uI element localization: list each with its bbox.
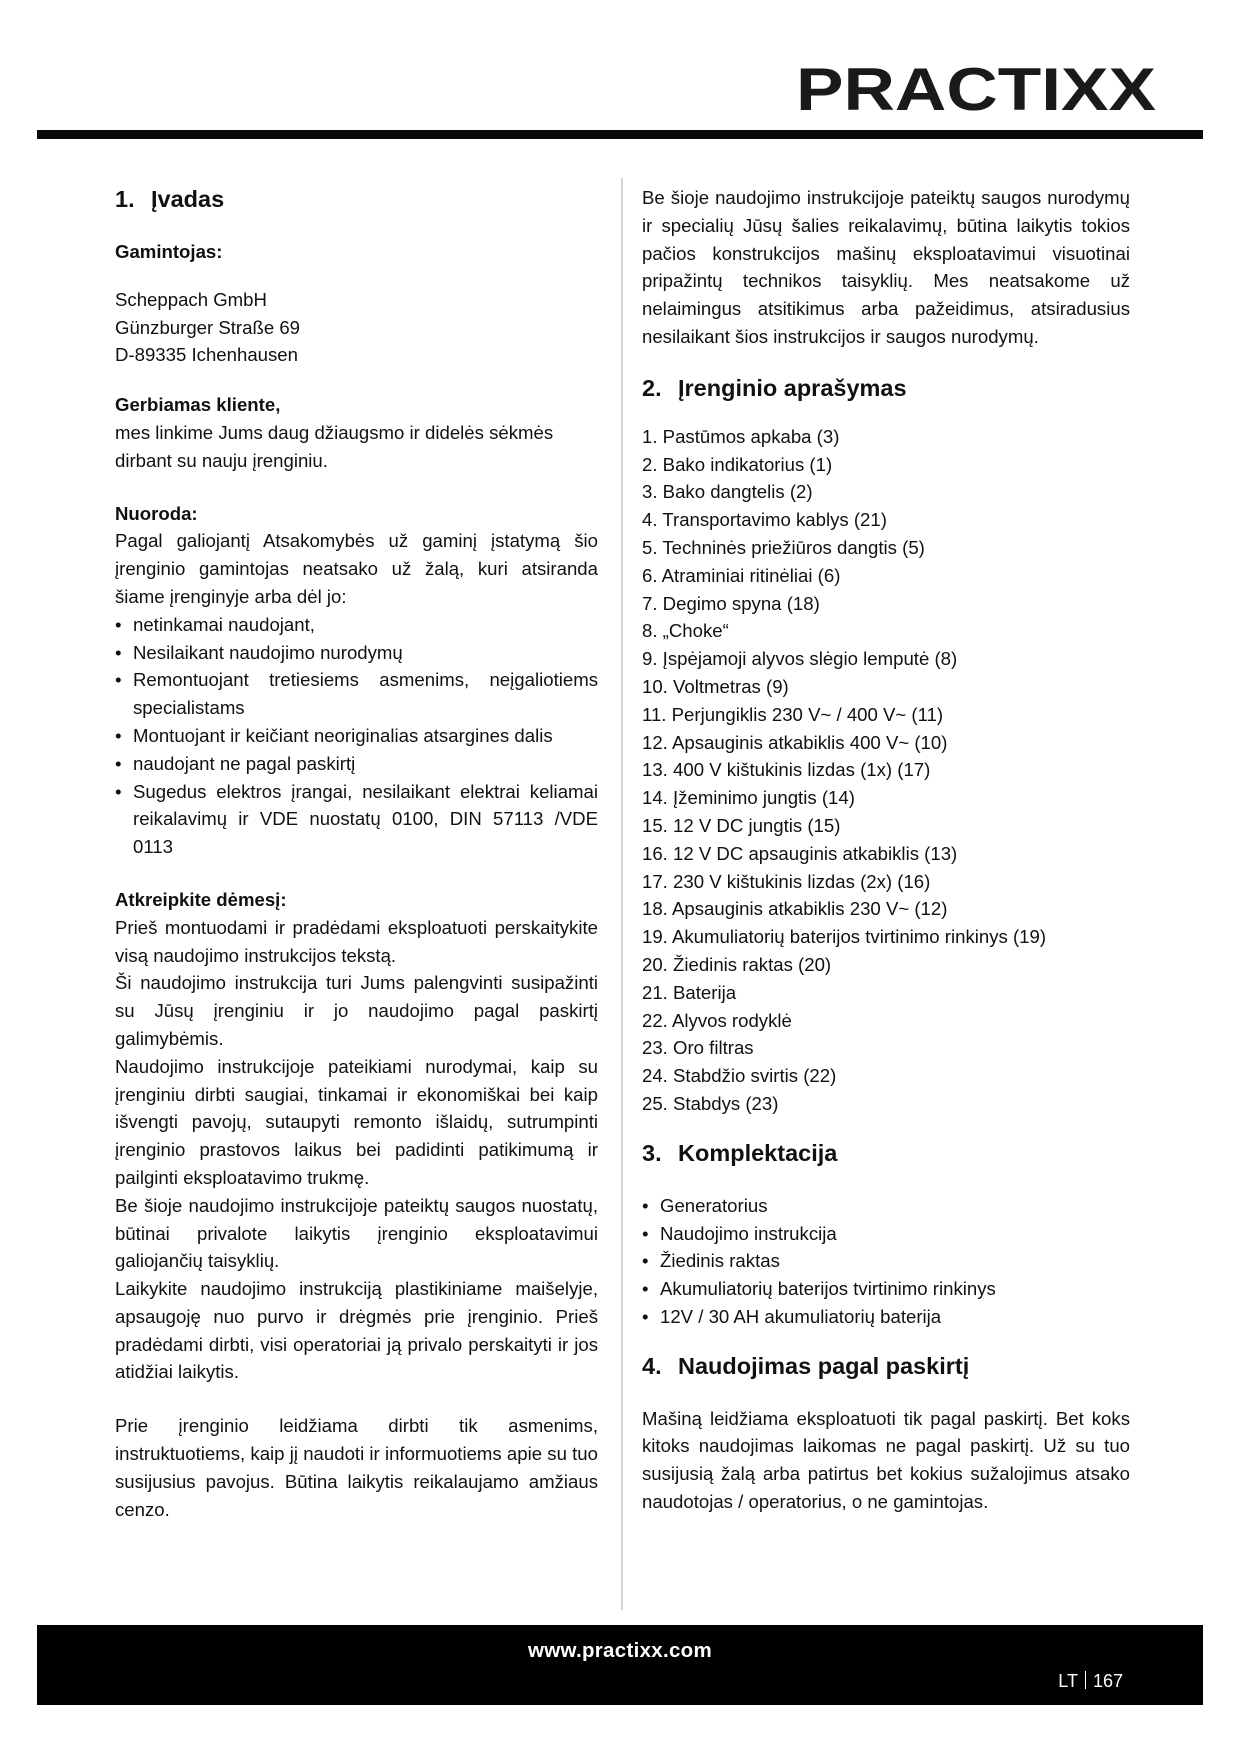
list-item: 2. Bako indikatorius (1) xyxy=(642,453,833,475)
list-item: 25. Stabdys (23) xyxy=(642,1092,779,1114)
greeting-label: Gerbiamas kliente, xyxy=(115,394,281,416)
list-item: • Žiedinis raktas xyxy=(642,1247,1130,1275)
header-rule xyxy=(37,130,1203,139)
safety-intro-paragraph: Be šioje naudojimo instrukcijoje pateiktų saugos nurodymų ir specialių Jūsų šalies reikalavimų, būtina laikytis tokios pačios konstrukcijos mašinų eksploatavimui visuotinai pripažintų technikos taisyklių. Mes neatsakome už nelaimingus atsitikimus arba pažeidimus, atsiradusius nesilaikant šios instrukcijos ir saugos nurodymų. xyxy=(642,187,1130,347)
list-item: 10. Voltmetras (9) xyxy=(642,675,789,697)
page-number xyxy=(1058,1671,1123,1692)
list-item: 11. Perjungiklis 230 V~ / 400 V~ (11) xyxy=(642,703,944,725)
list-item: 20. Žiedinis raktas (20) xyxy=(642,953,832,975)
manufacturer-label: Gamintojas: xyxy=(115,241,223,262)
list-item: 1. Pastūmos apkaba (3) xyxy=(642,425,840,447)
attention-paragraph: Be šioje naudojimo instrukcijoje pateiktų saugos nuostatų, būtinai privalote laikytis įrenginio eksploatavimui galiojančių taisyklių. xyxy=(115,1194,598,1272)
separator xyxy=(1085,1671,1086,1689)
list-item: • Generatorius xyxy=(642,1192,1130,1220)
right-column xyxy=(642,160,1130,1516)
note-label: Nuoroda: xyxy=(115,502,198,524)
list-item: 5. Techninės priežiūros dangtis (5) xyxy=(642,536,925,558)
list-item: 19. Akumuliatorių baterijos tvirtinimo rinkinys (19) xyxy=(642,926,1047,948)
list-item: • Remontuojant tretiesiems asmenims, neįgaliotiems specialistams xyxy=(115,666,598,722)
attention-label: Atkreipkite dėmesį: xyxy=(115,888,287,910)
list-item: 16. 12 V DC apsauginis atkabiklis (13) xyxy=(642,842,958,864)
attention-paragraph: Ši naudojimo instrukcija turi Jums palengvinti susipažinti su Jūsų įrenginiu ir jo naudojimo pagal paskirtį galimybėmis. xyxy=(115,972,598,1049)
list-item: 8. „Choke“ xyxy=(642,620,729,642)
operators-paragraph: Prie įrenginio leidžiama dirbti tik asmenims, instruktuotiems, kaip jį naudoti ir informuotiems apie su tuo susijusius pavojus. Būtina laikytis reikalaujamo amžiaus cenzo. xyxy=(115,1415,598,1520)
list-item: 3. Bako dangtelis (2) xyxy=(642,481,813,503)
footer-bar xyxy=(37,1625,1203,1705)
attention-paragraph: Prieš montuodami ir pradėdami eksploatuoti perskaitykite visą naudojimo instrukcijos tekstą. xyxy=(115,916,598,966)
list-item: 13. 400 V kištukinis lizdas (1x) (17) xyxy=(642,759,931,781)
section-4-heading: 4. Naudojimas pagal paskirtį xyxy=(642,1352,970,1379)
list-item: 24. Stabdžio svirtis (22) xyxy=(642,1065,837,1087)
note-text: Pagal galiojantį Atsakomybės už gaminį įstatymą šio įrenginio gamintojas neatsako už žalą, kuri atsiranda šiame įrenginyje arba dėl jo: xyxy=(115,530,598,607)
list-item: 15. 12 V DC jungtis (15) xyxy=(642,814,841,836)
attention-paragraph: Naudojimo instrukcijoje pateikiami nurodymai, kaip su įrenginiu dirbti saugiai, tinkamai ir ekonomiškai bei kaip išvengti pavojų, sutaupyti remonto išlaidų, sutrumpinti įrenginio prastovos laikus bei padidinti patikimumą ir pailginti eksploatavimo trukmę. xyxy=(115,1055,598,1188)
list-item: 7. Degimo spyna (18) xyxy=(642,592,820,614)
greeting-text: mes linkime Jums daug džiaugsmo ir didelės sėkmės dirbant su nauju įrenginiu. xyxy=(115,421,554,471)
list-item: • naudojant ne pagal paskirtį xyxy=(115,750,598,778)
list-item: • Montuojant ir keičiant neoriginalias atsargines dalis xyxy=(115,722,598,750)
list-item: • netinkamai naudojant, xyxy=(115,611,598,639)
page-number-value: 167 xyxy=(1092,1671,1123,1691)
list-item: 23. Oro filtras xyxy=(642,1037,754,1059)
logo-text: PRACTIXX xyxy=(796,56,1156,122)
list-item: 9. Įspėjamoji alyvos slėgio lemputė (8) xyxy=(642,648,958,670)
list-item: 22. Alyvos rodyklė xyxy=(642,1009,792,1031)
manufacturer-address: Scheppach GmbH Günzburger Straße 69 D-89335 Ichenhausen xyxy=(115,288,301,366)
left-column xyxy=(115,160,598,1523)
list-item: • Naudojimo instrukcija xyxy=(642,1220,1130,1248)
language-code: LT xyxy=(1058,1671,1078,1691)
footer-url[interactable]: www.practixx.com xyxy=(527,1639,713,1662)
section-2-heading: 2. Įrenginio aprašymas xyxy=(642,374,907,401)
list-item: 18. Apsauginis atkabiklis 230 V~ (12) xyxy=(642,898,948,920)
list-item: • 12V / 30 AH akumuliatorių baterija xyxy=(642,1303,1130,1331)
practixx-logo xyxy=(796,52,1166,122)
list-item: 4. Transportavimo kablys (21) xyxy=(642,509,887,531)
section-3-heading: 3. Komplektacija xyxy=(642,1139,838,1166)
list-item: • Sugedus elektros įrangai, nesilaikant elektrai keliamai reikalavimų ir VDE nuostatų 0100, DIN 57113 /VDE 0113 xyxy=(115,778,598,861)
parts-list xyxy=(642,423,1130,1118)
list-item: • Nesilaikant naudojimo nurodymų xyxy=(115,639,598,667)
intended-use-paragraph: Mašiną leidžiama eksploatuoti tik pagal paskirtį. Bet koks kitoks naudojimas laikomas ne pagal paskirtį. Už su tuo susijusią žalą arba patirtus bet kokius sužalojimus atsako naudotojas / operatorius, o ne gamintojas. xyxy=(642,1407,1130,1513)
list-item: 17. 230 V kištukinis lizdas (2x) (16) xyxy=(642,870,931,892)
kit-list xyxy=(642,1192,1130,1331)
column-divider xyxy=(621,178,623,1610)
attention-paragraph: Laikykite naudojimo instrukciją plastikiniame maišelyje, apsaugoję nuo purvo ir drėgmės prie įrenginio. Prieš pradėdami dirbti, visi operatoriai ją privalo perskaityti ir jos atidžiai laikytis. xyxy=(115,1278,598,1383)
list-item: 14. Įžeminimo jungtis (14) xyxy=(642,787,855,809)
note-bullet-list xyxy=(115,611,598,861)
section-1-heading: 1. Įvadas xyxy=(115,186,225,212)
list-item: 21. Baterija xyxy=(642,981,737,1003)
list-item: • Akumuliatorių baterijos tvirtinimo rinkinys xyxy=(642,1275,1130,1303)
list-item: 6. Atraminiai ritinėliai (6) xyxy=(642,564,841,586)
list-item: 12. Apsauginis atkabiklis 400 V~ (10) xyxy=(642,731,948,753)
